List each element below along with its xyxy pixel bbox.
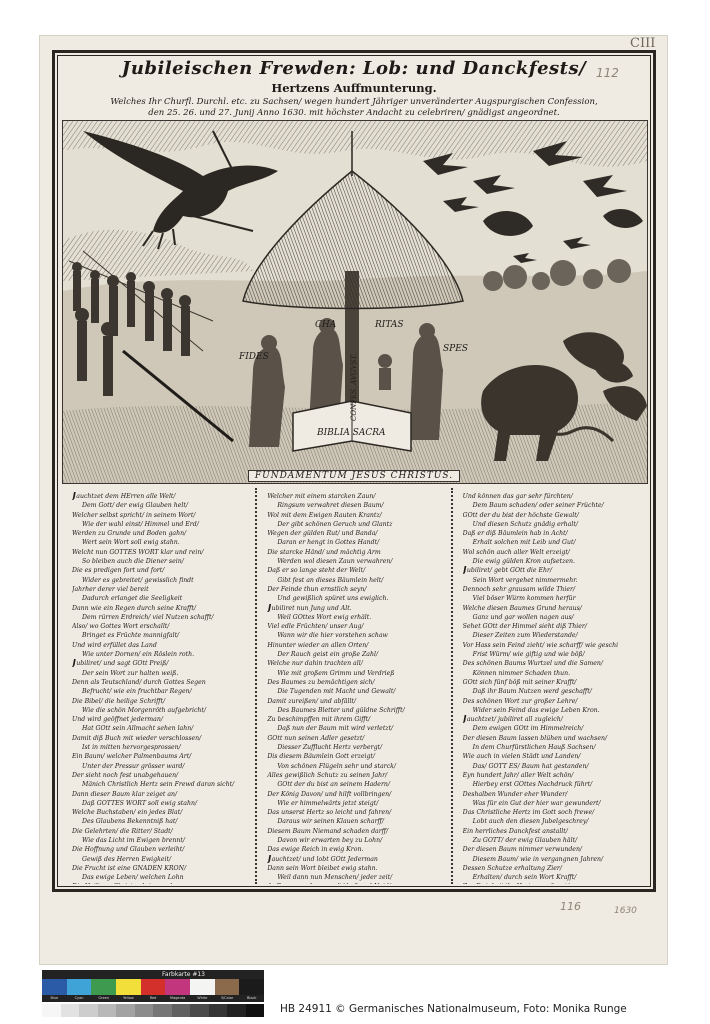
poem-line: Dem Baum schaden/ oder seiner Früchte/ [472, 502, 604, 510]
poem-line: Diesser Zufflucht Hertz verbergt/ [277, 744, 383, 752]
poem-line: Wie er himmelwärts jetzt steigt/ [277, 799, 379, 807]
swatch-label: Yellow [122, 996, 134, 1000]
poem-line: Lobt auch den diesen Jubelgeschrey/ [472, 818, 589, 826]
page-number-note: 112 [596, 66, 619, 80]
poem-line: Des schönen Wort zur großer Lehre/ [462, 697, 578, 705]
color-swatch [215, 979, 240, 995]
poem-line: Wert sein Wort soll ewig stahn. [82, 539, 180, 547]
poem-line: Weil GOttes Wort ewig erhält. [277, 613, 372, 621]
poem-line: Die es predigen fort und fort/ [72, 567, 165, 575]
poem-line: Wie die schön Morgenröth aufgebricht/ [82, 706, 206, 714]
label-charitas-right: RITAS [375, 320, 404, 330]
poem-line: Mänich Christlich Hertz sein Frewd daran sicht/ [82, 781, 235, 789]
swatch-label: 3/Color [220, 996, 234, 1000]
color-swatch [116, 979, 141, 995]
swatch-label: Cyan [74, 996, 84, 1000]
poem-line: Weil dann nun Menschen/ jeder zeit/ [277, 874, 393, 882]
poem-line: Zu GOTT/ der ewig Glauben hält/ [472, 836, 578, 844]
poem-line: Befrucht/ wie ein fruchtbar Regen/ [82, 688, 192, 696]
poem-line: Dem ewigen GOtt im Himmelreich/ [472, 725, 584, 733]
poem-line: Wie auch in vielen Städt und Landen/ [462, 753, 581, 761]
dedication [62, 97, 646, 119]
color-swatch [42, 979, 67, 995]
gray-swatch [227, 1004, 246, 1017]
poem-line: Wol mit dem Ewigen Rauten Krantz/ [267, 511, 382, 519]
swatch-label: Black [246, 996, 257, 1000]
poem-line: Jahrher derer viel bereit [72, 585, 149, 593]
poem-line: Wegen der gülden Rut/ und Banda/ [267, 530, 378, 538]
swatch-label: Blue [50, 996, 59, 1000]
poem-line: Jubiliret nun Jung und Alt. [267, 603, 352, 613]
color-swatches [42, 979, 264, 995]
dedication-line-2: den 25. 26. und 27. Junij Anno 1630. mit höchster Andacht zu celebriren/ gnädigst angeordnet. [148, 108, 560, 118]
poem-line: Gibt fest an dieses Bäumlein helt/ [277, 576, 384, 584]
color-swatch [190, 979, 215, 995]
swatch-label: Green [98, 996, 109, 1000]
poem-line: Wider sein Feind das ewige Leben Kron. [472, 706, 600, 714]
poem-line: Denn als Teutschland/ durch Gottes Segen [72, 678, 206, 686]
dedication-line-1: Welches Ihr Churfl. Durchl. etc. zu Sachsen/ wegen hundert Jähriger unveränderter Augspurgischen Confession, [110, 97, 598, 107]
poem-line: GOtt sich fünf böß mit seiner Krafft/ [462, 678, 577, 686]
poem-line: Die Gelehrten/ die Ritter/ Stadt/ [72, 827, 173, 835]
poem-line: Und gewißlich spüret uns ewiglich. [277, 595, 389, 603]
poem-line: Vor Hass sein Feind zieht/ wie scharff/ wie geschi [462, 641, 619, 649]
gray-swatch [172, 1004, 191, 1017]
poem-line: Dessen Schutze erhaltung Zier/ [462, 864, 562, 872]
color-swatch [165, 979, 190, 995]
poem-line: Viel böser Würm kommen herfür [472, 595, 576, 603]
poem-column-2 [255, 488, 450, 884]
poem-line: Der sein Wort zur halten weiß. [82, 669, 179, 677]
poem-line [72, 882, 249, 884]
poem-line: Dann dieser Baum klar zeiget an/ [72, 790, 178, 798]
poem-column-3 [451, 488, 646, 884]
poem-line: Damit diß Buch mit wieder verschlossen/ [72, 734, 202, 742]
poem-line: Jauchtzet dem HErren alle Welt/ [72, 492, 176, 501]
poem-line: Ein Baum/ welcher Palmenbaums Art/ [72, 753, 192, 761]
poem-line: Eyn hundert Jahr/ aller Welt schön/ [462, 771, 574, 779]
gray-swatch [61, 1004, 80, 1017]
grayscale-strip [42, 1004, 264, 1017]
poem-line: Die Hoffnung und Glauben verleiht/ [72, 846, 185, 854]
poem-line: Wie der wahl einst/ Himmel und Erd/ [82, 520, 199, 528]
color-swatch [239, 979, 264, 995]
poem-line: Jauchtzet/ jubiliret all zugleich/ [462, 715, 563, 725]
poem-line: Ganz und gar wollen nagen aus/ [472, 613, 574, 621]
poem-line: Und diesen Schutz gnädig erhalt/ [472, 520, 578, 528]
swatch-label: Magenta [170, 996, 186, 1000]
colorbar-title: Farbkarte #13 [42, 970, 264, 979]
poem-line: Daß er diß Bäumlein hab in Acht/ [462, 530, 568, 538]
poem-line: Welcher selbst spricht/ in seinem Wort/ [72, 511, 196, 519]
label-spes: SPES [443, 344, 468, 354]
poem-line: Dann wie ein Regen durch seine Krafft/ [72, 604, 196, 612]
poem-line: Der Rauch geist ein große Zahl/ [277, 651, 379, 659]
poem-line: Der König Davon/ und hilft vollbringen/ [267, 790, 392, 798]
poem-line: Das ewige Reich in ewig Kron. [267, 846, 364, 854]
label-charitas-left: CHA [315, 320, 337, 330]
foundation-inscription: FUNDAMENTUM JESUS CHRISTUS. [248, 470, 460, 482]
poem-line: Daran er hengt in Gottes Handt/ [277, 539, 380, 547]
poem-text [62, 488, 646, 884]
gray-swatch [42, 1004, 61, 1017]
poem-line: Wie unter Dornen/ ein Röslein roth. [82, 651, 195, 659]
poem-line: Werden wol diesen Zaun verwahren/ [277, 558, 393, 566]
poem-line: Wider es gebreitet/ gewisslich findt [82, 576, 194, 584]
poem-line: Das/ GOTT ES/ Baum hat gestanden/ [472, 762, 589, 770]
note-116: 116 [560, 900, 581, 913]
poem-line: Viel edle Früchten/ unser Aug/ [267, 623, 364, 631]
poem-line: Die Frucht ist eine GNADEN KRON/ [72, 864, 187, 872]
poem-line: Das Christliche Hertz im Gott soch frewe/ [462, 809, 595, 817]
poem-line: Daß nun der Baum mit wird verletzt/ [277, 725, 394, 733]
poem-line: Jubiliret/ gebt GOtt die Ehr/ [462, 566, 553, 576]
poem-line: Dieser Zeiten zum Wiederstande/ [472, 632, 578, 640]
poem-line: Dem rürren Erdreich/ viel Nutzen schafft/ [82, 613, 214, 621]
poem-line: Dann sein Wort bleibet ewig stahn. [267, 864, 378, 872]
title-block [62, 58, 646, 119]
poem-line: Jauchtzet/ und lobt GOtt Jederman [267, 854, 378, 864]
poem-line: Gewiß des Herren Ewigkeit/ [82, 855, 172, 863]
poem-line: Wie das Licht im Ewigen brennt/ [82, 836, 185, 844]
gray-swatch [190, 1004, 209, 1017]
main-title: Jubileischen Frewden: Lob: und Danckfests/ [121, 58, 587, 79]
label-biblia-sacra: BIBLIA SACRA [317, 428, 386, 438]
swatch-label: White [197, 996, 208, 1000]
poem-line: Was für ein Gut der hier war gewundert/ [472, 799, 601, 807]
color-swatch [91, 979, 116, 995]
poem-line: Des Baumes Bletter und güldne Schrifft/ [277, 706, 405, 714]
poem-line: Davon wir erwarten bey zu Lohn/ [277, 836, 383, 844]
poem-line: Diesem Baum Niemand schaden darff/ [267, 827, 389, 835]
poem-line: Von schönen Flügeln sehr und starck/ [277, 762, 396, 770]
poem-column-1 [62, 488, 255, 884]
poem-line: Der Feinde thun ernstlich seyn/ [267, 585, 367, 593]
poem-line: Wann wir die hier vorstehen schaw [277, 632, 388, 640]
poem-line: Dennoch sehr grausam wilde Thier/ [462, 585, 576, 593]
poem-line: Welcher mit einem starcken Zaun/ [267, 493, 376, 500]
label-trunk: CONFES. AVGVST. [350, 353, 358, 421]
poem-line [267, 882, 444, 884]
subtitle: Hertzens Auffmunterung. [271, 81, 437, 95]
poem-line: Des Glaubens Bekenntniß hat/ [82, 818, 178, 826]
poem-line: Daß ihr Baum Nutzen werd geschafft/ [472, 688, 592, 696]
engraving-svg [63, 121, 647, 483]
gray-swatch [246, 1004, 265, 1017]
poem-line: Hierbey erst GOttes Nachdruck führt/ [472, 781, 593, 789]
poem-line: Frist Würm/ wie giftig und wie böß/ [472, 651, 585, 659]
poem-line: Damit zureißen/ und abfällt/ [267, 697, 357, 705]
poem-line [463, 882, 640, 884]
poem-line: Welche diesen Baumes Grund heraus/ [462, 604, 582, 612]
poem-line: Alles gewißlich Schutz zu seinen Jahr/ [267, 771, 388, 779]
poem-line: Diesem Baum/ wie in vergangnen Jahren/ [472, 855, 604, 863]
poem-line: Welcht nun GOTTES WORT klar und rein/ [72, 548, 204, 556]
poem-line: Daß GOTTES WORT soll ewig stahn/ [82, 799, 198, 807]
poem-line: Die Tugenden mit Macht und Gewalt/ [277, 688, 396, 696]
note-1630: 1630 [614, 906, 637, 916]
poem-line: Also/ wo Gottes Wort erschallt/ [72, 623, 170, 631]
poem-line: Zu beschimpffen mit ihrem Gifft/ [267, 716, 371, 724]
color-swatch [141, 979, 166, 995]
poem-line: Der diesen Baum nimmer verwunden/ [462, 846, 583, 854]
poem-line: In dem Churfürstlichen Hauß Sachsen/ [472, 744, 596, 752]
poem-line: Wol schön auch aller Welt erzeigt/ [462, 548, 570, 556]
gray-swatch [98, 1004, 117, 1017]
corner-mark: CIII [630, 36, 656, 51]
poem-line: Welche Buchstaben/ ein jedes Blat/ [72, 809, 183, 817]
poem-line: Des schönen Baums Wurtzel und die Samen/ [462, 660, 603, 668]
poem-line: Die starcke Händ/ und mächtig Arm [267, 548, 381, 556]
poem-line: Der gibt schönen Geruch und Glantz [277, 520, 393, 528]
poem-line: Die Bibel/ die heilige Schrifft/ [72, 697, 166, 705]
gray-swatch [116, 1004, 135, 1017]
poem-line: Und wird geöffnet jederman/ [72, 716, 163, 724]
poem-line: Dadurch erlanget die Seeligkeit [82, 595, 183, 603]
poem-line: Wie mit großem Grimm und Verdrieß [277, 669, 395, 677]
swatch-label: Red [149, 996, 157, 1000]
gray-swatch [135, 1004, 154, 1017]
color-calibration-bar [42, 970, 264, 1018]
poem-line: Jubiliret/ und sagt GOtt Preiß/ [72, 659, 169, 669]
swatch-labels [42, 995, 264, 1002]
engraving-illustration [62, 120, 648, 484]
poem-line: Und können das gar sehr fürchten/ [462, 493, 573, 500]
poem-line: Ist in mitten hervorgesprossen/ [82, 744, 181, 752]
poem-line: Sehet GOtt der Himmel sieht diß Thier/ [462, 623, 587, 631]
poem-line: GOtt der du bist der höchste Gewalt/ [462, 511, 579, 519]
poem-line: Erhalt solchen mit Leib und Gut/ [472, 539, 576, 547]
label-fides: FIDES [239, 352, 269, 362]
poem-line: Ringsum verwahret diesen Baum/ [277, 502, 384, 510]
poem-line: Erhalten/ durch sein Wort Krafft/ [472, 874, 577, 882]
poem-line: Hinunter wieder an allen Orten/ [267, 641, 369, 649]
poem-line: Werden zu Grunde und Boden gahn/ [72, 530, 187, 538]
poem-line: So bleiben auch die Diener sein/ [82, 558, 184, 566]
poem-line: Und wird erfüllet das Land [72, 641, 157, 649]
poem-line: Das ewige Leben/ welchen Lohn [82, 874, 184, 882]
poem-line: Dem Gott/ der ewig Glauben helt/ [82, 502, 188, 510]
gray-swatch [153, 1004, 172, 1017]
poem-line: Hat GOtt sein Allmacht sehen lahn/ [82, 725, 194, 733]
poem-line: Dis diesem Bäumlein Gott erzeigt/ [267, 753, 376, 761]
poem-line: Der sieht noch fest unabgehauen/ [72, 771, 179, 779]
poem-line: Das unserst Hertz so leicht und fahren/ [267, 809, 392, 817]
gray-swatch [79, 1004, 98, 1017]
color-swatch [67, 979, 92, 995]
poem-line: Sein Wort vergehet nimmermehr. [472, 576, 578, 584]
poem-line: Daß er so lange steht der Welt/ [267, 567, 366, 575]
foundation-banner [62, 470, 646, 482]
poem-line: Daraus wir seinen Klauen scharff/ [277, 818, 384, 826]
poem-line: Der diesen Baum lassen blühen und wachsen/ [462, 734, 608, 742]
poem-line: Ein herrliches Danckfest anstallt/ [462, 827, 568, 835]
poem-line: GOtt der du bist an seinem Hadern/ [277, 781, 390, 789]
poem-line: Die ewig gülden Kron aufsetzen. [472, 558, 576, 566]
gray-swatch [209, 1004, 228, 1017]
poem-line: GOtt nun seinen Adler gesetzt/ [267, 734, 365, 742]
poem-line: Deshalben Wunder eher Wunder/ [462, 790, 568, 798]
poem-line: Bringet es Früchte mannigfalt/ [82, 632, 180, 640]
poem-line: Können nimmer Schaden thun. [472, 669, 571, 677]
poem-line: Des Baumes zu bemächtigen sich/ [267, 678, 375, 686]
museum-credit: HB 24911 © Germanisches Nationalmuseum, Foto: Monika Runge [280, 1003, 627, 1015]
poem-line: Welche nur dahin trachten all/ [267, 660, 363, 668]
poem-line: Unter der Pressur grösser ward/ [82, 762, 185, 770]
